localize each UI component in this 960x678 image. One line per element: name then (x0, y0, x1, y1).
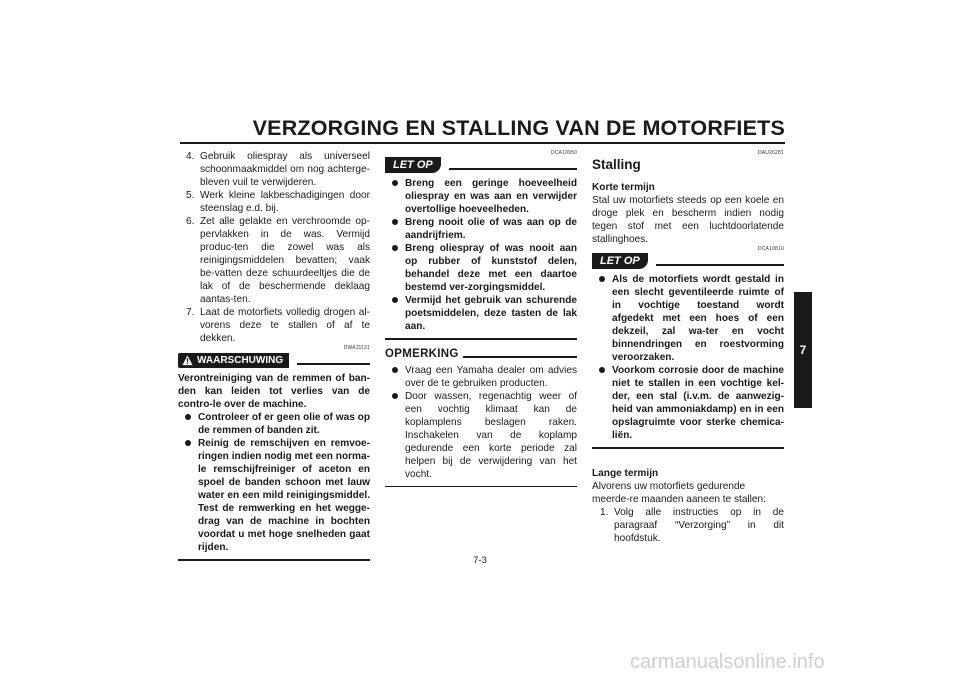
step-item (178, 306, 370, 345)
warning-bullet (178, 437, 370, 554)
step-number: 5. (186, 190, 195, 201)
step-number: 7. (186, 307, 195, 318)
caution-banner-line (656, 264, 784, 266)
step-item (178, 150, 370, 189)
caution-bullet-text: Voorkom corrosie door de machine niet te stallen in een vochtige kel-der, een stal (i.v.m. de aanwezig-heid van ammoniakdamp) en in een opslagruimte voor sterke chemica-liën. (612, 365, 784, 441)
bullet-dot-icon (392, 367, 398, 373)
note-header-line (463, 356, 577, 358)
long-term-heading: Lange termijn (592, 467, 659, 479)
caution-label: LET OP (385, 157, 441, 173)
section-code: DAU26281 (757, 150, 784, 156)
caution-bullet (385, 216, 577, 242)
bullet-dot-icon (599, 276, 605, 282)
step-number: 4. (186, 151, 195, 162)
short-term-heading: Korte termijn (592, 182, 655, 193)
page-title: VERZORGING EN STALLING VAN DE MOTORFIETS (252, 116, 785, 140)
bullet-dot-icon (392, 219, 398, 225)
note-bullet (385, 364, 577, 390)
caution-label: LET OP (592, 253, 648, 269)
column-right (592, 150, 784, 545)
step-item (178, 215, 370, 306)
caution-bullet-text: Breng nooit olie of was aan op de aandrijfriem. (405, 217, 577, 241)
caution-bullet (385, 242, 577, 294)
warning-triangle-icon (182, 355, 193, 366)
bullet-dot-icon (392, 180, 398, 186)
caution-banner (592, 253, 784, 269)
bullet-dot-icon (599, 367, 605, 373)
caution-bullet (592, 364, 784, 442)
step-text: Gebruik oliespray als universeel schoonmaakmiddel om nog achterge-bleven vuil te verwijderen. (200, 151, 370, 188)
warning-bullet-text: Controleer of er geen olie of was op de remmen of banden zit. (198, 412, 370, 436)
caution-banner (385, 157, 577, 173)
warning-banner-line (297, 363, 370, 365)
note-bullet-text: Vraag een Yamaha dealer om advies over de te gebruiken producten. (405, 364, 577, 389)
step-item (178, 189, 370, 215)
section-heading: Stalling (592, 157, 641, 172)
caution-code: DCA10950 (550, 150, 577, 156)
step-text: Volg alle instructies op in de paragraaf “Verzorging” in dit hoofdstuk. (614, 506, 784, 544)
caution-bullet-text: Breng oliespray of was nooit aan op rubber of kunststof delen, behandel deze met een daartoe bestemd ver-zorgingsmiddel. (405, 243, 577, 293)
note-bullet-text: Door wassen, regenachtig weer of een vochtig klimaat kan de koplamplens beslagen raken. Inschakelen van de koplamp gedurende een korte periode zal helpen bij de verwijdering van het vocht. (405, 390, 577, 480)
warning-code: DWA11131 (343, 345, 370, 351)
caution-banner-line (449, 168, 577, 170)
long-term-text: Alvorens uw motorfiets gedurende meerde-re maanden aaneen te stallen: (592, 480, 766, 505)
note-end-rule (385, 486, 577, 487)
column-left (178, 150, 370, 561)
bullet-dot-icon (392, 393, 398, 399)
caution-bullet (385, 294, 577, 333)
warning-label-box (178, 353, 289, 368)
bullet-dot-icon (185, 414, 191, 420)
warning-label: WAARSCHUWING (197, 354, 284, 366)
warning-bullet (178, 411, 370, 437)
step-text: Werk kleine lakbeschadigingen door steenslag e.d. bij. (200, 190, 370, 214)
caution-code: DCA10810 (757, 246, 784, 252)
bullet-dot-icon (185, 440, 191, 446)
note-label: OPMERKING (385, 347, 459, 360)
watermark: carmanualsonline.info (630, 651, 825, 673)
short-term-text: Stal uw motorfiets steeds op een koele en droge plek en bescherm indien nodig tegen stof met een luchtdoorlatende stallinghoes. (592, 195, 784, 245)
warning-intro: Verontreiniging van de remmen of ban-den kan leiden tot verlies van de contro-le over de machine. (178, 373, 370, 410)
title-rule (180, 142, 785, 144)
caution-end-rule (592, 447, 784, 449)
caution-bullet-text: Breng een geringe hoeveelheid oliespray en was aan en verwijder overtollige hoeveelheden. (405, 178, 577, 215)
caution-end-rule (385, 338, 577, 340)
page-number: 7-3 (473, 555, 487, 566)
bullet-dot-icon (392, 297, 398, 303)
warning-banner (178, 352, 370, 368)
step-number: 1. (600, 506, 609, 518)
caution-bullet (592, 273, 784, 364)
step-item (592, 506, 784, 545)
step-text: Laat de motorfiets volledig drogen al-vorens deze te stallen of af te dekken. (200, 307, 370, 344)
note-header (385, 348, 577, 361)
warning-bullet-text: Reinig de remschijven en remvoe-ringen indien nodig met een norma-le remschijfreiniger of aceton en spoel de banden schoon met lauw water en een mild reinigingsmiddel. Test de remwerking en het wegge-drag van de machine in bochten voordat u met hoge snelheden gaat rijden. (198, 438, 370, 553)
step-text: Zet alle gelakte en verchroomde op-pervlakken in de was. Vermijd produc-ten die zowel was als reinigingsmiddelen bevatten; vaak be-vatten deze schuurdeeltjes die de lak of de beschermende deklaag aantas-ten. (200, 216, 370, 305)
step-number: 6. (186, 216, 195, 227)
note-bullet (385, 390, 577, 481)
caution-bullet-text: Als de motorfiets wordt gestald in een slecht geventileerde ruimte of in vochtige toestand wordt afgedekt met een hoes of een dekzeil, zal wa-ter en vocht binnendringen en roestvorming veroorzaken. (612, 274, 784, 363)
chapter-tab: 7 (794, 292, 812, 408)
caution-bullet (385, 177, 577, 216)
column-middle (385, 150, 577, 487)
caution-bullet-text: Vermijd het gebruik van schurende poetsmiddelen, deze tasten de lak aan. (405, 295, 577, 332)
bullet-dot-icon (392, 245, 398, 251)
